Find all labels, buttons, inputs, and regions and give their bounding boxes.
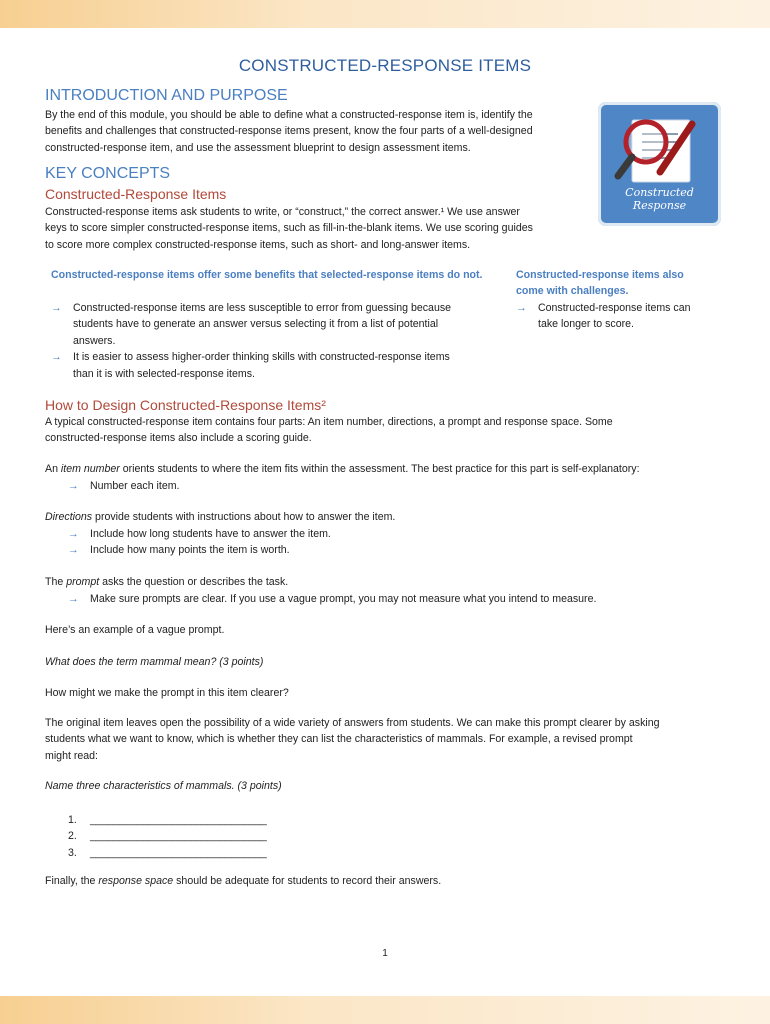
footer-band xyxy=(0,996,770,1024)
arrow-icon: → xyxy=(516,302,527,314)
list-item: 1. ______________________________ xyxy=(68,814,267,826)
benefits-heading: Constructed-response items offer some benefits that selected-response items do not. xyxy=(51,269,483,281)
challenges-heading: Constructed-response items also come with challenges. xyxy=(516,269,684,298)
constructed-response-subheading: Constructed-Response Items xyxy=(45,186,227,202)
arrow-icon: → xyxy=(68,480,79,492)
magnifier-document-pencil-icon xyxy=(598,102,721,197)
list-item: 3. ______________________________ xyxy=(68,846,267,859)
blank-line: ______________________________ xyxy=(90,814,267,826)
key-concepts-heading: KEY CONCEPTS xyxy=(45,165,171,182)
arrow-icon: → xyxy=(51,351,62,364)
challenges-list xyxy=(516,300,726,333)
constructed-response-logo xyxy=(598,102,721,226)
prompt-bullets xyxy=(68,591,596,607)
list-item: 2. ______________________________ xyxy=(68,830,267,843)
intro-heading: INTRODUCTION AND PURPOSE xyxy=(45,87,288,104)
vague-example: What does the term mammal mean? (3 points) xyxy=(45,656,264,668)
list-item: → Include how many points the item is worth. xyxy=(68,542,331,558)
directions-paragraph: Directions provide students with instructions about how to answer the item. xyxy=(45,511,396,523)
original-paragraph: The original item leaves open the possibility of a wide variety of answers from students. We can make this prompt clearer by asking students what we want to know, which is whether they can list the characteristics of mammals. For example, a revised prompt might read: xyxy=(45,717,660,762)
design-heading: How to Design Constructed-Response Items² xyxy=(45,397,326,413)
page-number: 1 xyxy=(382,948,388,959)
page-title: CONSTRUCTED-RESPONSE ITEMS xyxy=(238,56,532,75)
list-item: → It is easier to assess higher-order thinking skills with constructed-response items than it is with selected-response items. xyxy=(51,349,501,382)
header-band xyxy=(0,0,770,28)
list-item: → Constructed-response items can take longer to score. xyxy=(516,300,726,333)
arrow-icon: → xyxy=(68,593,79,605)
list-item: → Number each item. xyxy=(68,478,180,494)
finally-paragraph: Finally, the response space should be adequate for students to record their answers. xyxy=(45,875,442,887)
item-number-paragraph: An item number orients students to where the item fits within the assessment. The best practice for this part is self-explanatory: xyxy=(45,463,640,475)
answer-blanks xyxy=(68,812,267,861)
arrow-icon: → xyxy=(68,528,79,540)
list-item: → Constructed-response items are less susceptible to error from guessing because students have to generate an answer versus selecting it from a list of potential answers. xyxy=(51,300,501,349)
directions-bullets xyxy=(68,526,331,559)
vague-intro: Here’s an example of a vague prompt. xyxy=(45,624,225,636)
blank-line: ______________________________ xyxy=(90,846,267,859)
prompt-paragraph: The prompt asks the question or describes the task. xyxy=(45,576,289,588)
key-concepts-paragraph: Constructed-response items ask students to write, or “construct,” the correct answer.¹ We use answer keys to score simpler constructed-response items, such as fill-in-the-blank items. We use scoring guides to score more complex constructed-response items, such as short- and long-answer items. xyxy=(45,206,533,251)
clarity-question: How might we make the prompt in this item clearer? xyxy=(45,687,289,699)
intro-paragraph: By the end of this module, you should be able to define what a constructed-response item is, identify the benefits and challenges that constructed-response items present, know the four parts of a well-designed constructed-response item, and use the assessment blueprint to design assessment items. xyxy=(45,109,533,154)
logo-caption: Constructed Response xyxy=(625,186,694,212)
benefits-list xyxy=(51,300,501,382)
arrow-icon: → xyxy=(68,544,79,557)
blank-line: ______________________________ xyxy=(90,830,267,843)
arrow-icon: → xyxy=(51,302,62,314)
item-number-bullets xyxy=(68,478,180,494)
list-item: → Make sure prompts are clear. If you use a vague prompt, you may not measure what you intend to measure. xyxy=(68,591,596,607)
design-paragraph: A typical constructed-response item contains four parts: An item number, directions, a prompt and response space. Some constructed-response items also include a scoring guide. xyxy=(45,416,613,445)
list-item: → Include how long students have to answer the item. xyxy=(68,526,331,542)
revised-prompt: Name three characteristics of mammals. (3 points) xyxy=(45,780,282,792)
